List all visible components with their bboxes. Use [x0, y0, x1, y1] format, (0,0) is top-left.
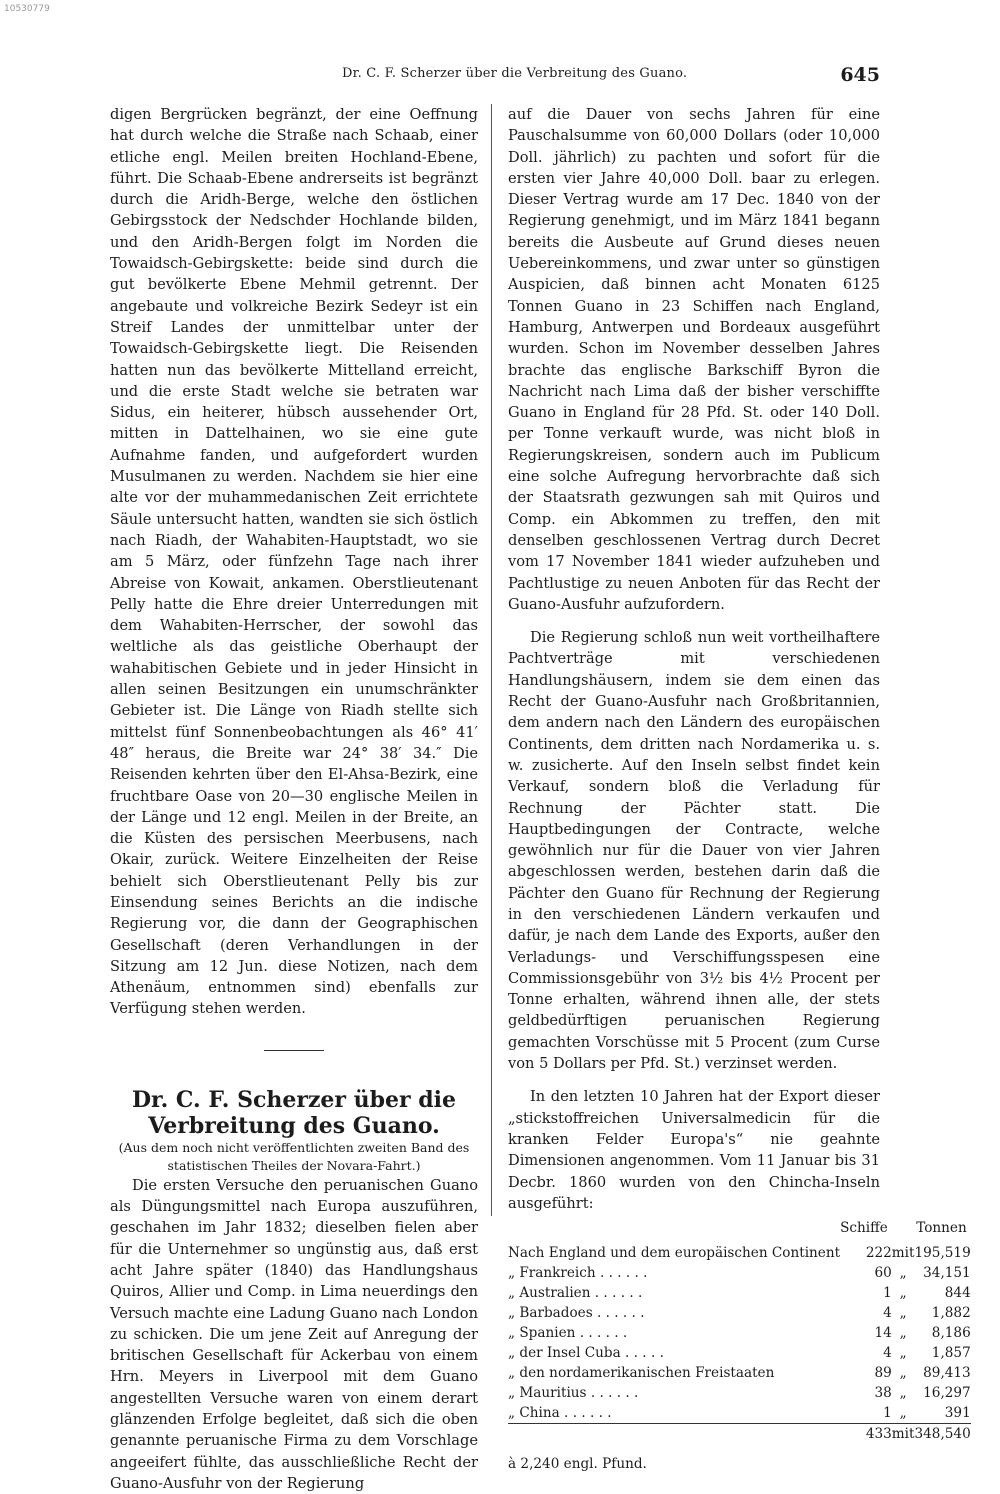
table-row: [508, 1383, 971, 1403]
table-cell-ships: 89: [874, 1365, 892, 1382]
column-divider: [491, 104, 492, 1216]
table-cell-separator: „: [899, 1365, 907, 1382]
table-cell-ships: 38: [874, 1385, 892, 1402]
body-paragraph: Die Regierung schloß nun weit vortheilhaftere Pachtverträge mit verschiedenen Handlungshäusern, indem sie dem einen das Recht der Guano-Ausfuhr nach Großbritannien, dem andern nach den Ländern des europäischen Continents, dem dritten nach Nordamerika u. s. w. zusicherte. Auf den Inseln selbst findet kein Verkauf, sondern bloß die Verladung für Rechnung der Pächter statt. Die Hauptbedingungen der Contracte, welche gewöhnlich nur für die Dauer von vier Jahren abgeschlossen werden, bestehen darin daß die Pächter den Guano für Rechnung der Regierung in den verschiedenen Ländern verkaufen und dafür, je nach dem Lande des Exports, außer den Verladungs- und Verschiffungsspesen eine Commissionsgebühr von 3½ bis 4½ Procent per Tonne erhalten, während ihnen alle, der stets geldbedürftigen peruanischen Regierung gemachten Vorschüsse mit 5 Procent (zum Curse von 5 Dollars per Pfd. St.) verzinset werden.: [508, 629, 880, 1073]
table-row: [508, 1263, 971, 1283]
table-cell-ships: 4: [883, 1345, 892, 1362]
table-cell-ships: 4: [883, 1305, 892, 1322]
body-paragraph: Die ersten Versuche den peruanischen Guano als Düngungsmittel nach Europa auszuführen, geschahen im Jahr 1832; dieselben fielen aber für die Unternehmer so ungünstig aus, daß erst acht Jahre später (1840) das Handlungshaus Quiros, Allier und Comp. in Lima neuerdings den Versuch machte eine Ladung Guano nach London zu schicken. Die um jene Zeit auf Anregung der britischen Gesellschaft für Ackerbau von einem Hrn. Meyers in Liverpool mit dem Guano angestellten Versuche waren von einem derart glänzenden Erfolge begleitet, daß sich die oben genannte peruanische Firma zu dem Vorschlage angeeifert fühlte, das ausschließliche Recht der Guano-Ausfuhr von der Regierung: [110, 1176, 478, 1492]
table-cell-destination: „ Mauritius . . . . . .: [508, 1385, 639, 1402]
running-head: [110, 64, 880, 88]
table-row: [508, 1323, 971, 1343]
table-cell-ships: 222: [865, 1245, 892, 1262]
table-total-row: [508, 1424, 971, 1445]
table-row: [508, 1403, 971, 1424]
table-cell-destination: „ Spanien . . . . . .: [508, 1325, 628, 1342]
column-header-ships: Schiffe: [840, 1220, 888, 1237]
right-column: [508, 104, 971, 1476]
table-cell-ships: 1: [883, 1285, 892, 1302]
article-subtitle: (Aus dem noch nicht veröffentlichten zweiten Band des statistischen Theiles der Novara-Fahrt.): [118, 1139, 470, 1173]
body-paragraph: digen Bergrücken begränzt, der eine Oeffnung hat durch welche die Straße nach Schaab, einer etliche engl. Meilen breiten Hochland-Ebene, führt. Die Schaab-Ebene andrerseits ist begränzt durch die Aridh-Berge, welche den östlichen Gebirgsstock der Nedschder Hochlande bilden, und den Aridh-Bergen folgt im Norden die Towaidsch-Gebirgskette: beide sind durch die gut bevölkerte Ebene Mehmil getrennt. Der angebaute und volkreiche Bezirk Sedeyr ist ein Streif Landes der unmittelbar unter der Towaidsch-Gebirgskette liegt. Die Reisenden hatten nun das bevölkerte Mittelland erreicht, und die erste Stadt welche sie betraten war Sidus, ein heiterer, hübsch aussehender Ort, mitten in Dattelhainen, wo sie eine gute Aufnahme fanden, und aufgefordert wurden Musulmanen zu werden. Nachdem sie hier eine alte vor der muhammedanischen Zeit errichtete Säule untersucht hatten, wandten sie sich östlich nach Riadh, der Wahabiten-Hauptstadt, wo sie am 5 März, oder fünfzehn Tage nach ihrer Abreise von Kowait, ankamen. Oberstlieutenant Pelly hatte die Ehre dreier Unterredungen mit dem Wahabiten-Herrscher, der sowohl das weltliche als das geistliche Oberhaupt der wahabitischen Gebiete und in jeder Hinsicht in allen seinen Besitzungen ein unumschränkter Gebieter ist. Die Länge von Riadh stellte sich mittelst fünf Sonnenbeobachtungen als 46° 41′ 48″ heraus, die Breite war 24° 38′ 34.″ Die Reisenden kehrten über den El-Ahsa-Bezirk, eine fruchtbare Oase von 20—30 englische Meilen in der Länge und 12 engl. Meilen in der Breite, an die Küsten des persischen Meerbusens, nach Okair, zurück. Weitere Einzelheiten der Reise behielt sich Oberstlieutenant Pelly bis zur Einsendung seines Berichts an die indische Regierung vor, die dann der Geographischen Gesellschaft (deren Verhandlungen in der Sitzung am 12 Jun. diese Notizen, nach dem Athenäum, entnommen sind) ebenfalls zur Verfügung stehen werden.: [110, 106, 478, 1018]
total-separator: mit: [892, 1424, 915, 1445]
table-cell-destination: „ Frankreich . . . . . .: [508, 1265, 648, 1282]
total-tons: 348,540: [915, 1424, 971, 1445]
export-table: [508, 1218, 971, 1444]
table-cell-tons: 1,882: [931, 1305, 971, 1322]
table-cell-tons: 195,519: [914, 1245, 971, 1262]
table-cell-separator: „: [899, 1285, 907, 1302]
table-row: [508, 1283, 971, 1303]
table-cell-tons: 89,413: [923, 1365, 971, 1382]
table-cell-separator: „: [899, 1405, 907, 1422]
table-cell-separator: „: [899, 1345, 907, 1362]
table-cell-destination: „ Australien . . . . . .: [508, 1285, 643, 1302]
running-title: Dr. C. F. Scherzer über die Verbreitung des Guano.: [342, 66, 688, 81]
table-cell-ships: 14: [874, 1325, 892, 1342]
table-cell-separator: „: [899, 1385, 907, 1402]
table-row: [508, 1363, 971, 1383]
table-cell-separator: „: [899, 1265, 907, 1282]
table-cell-tons: 1,857: [931, 1345, 971, 1362]
table-cell-destination: „ China . . . . . .: [508, 1405, 612, 1422]
table-cell-separator: „: [899, 1325, 907, 1342]
column-header-tons: Tonnen: [916, 1220, 967, 1237]
table-row: [508, 1343, 971, 1363]
table-header-row: [508, 1218, 971, 1243]
table-cell-destination: „ Barbadoes . . . . . .: [508, 1305, 645, 1322]
table-cell-separator: mit: [891, 1245, 915, 1262]
page-id: 10530779: [4, 4, 50, 14]
table-cell-ships: 60: [874, 1265, 892, 1282]
table-cell-separator: „: [899, 1305, 907, 1322]
table-cell-destination: „ den nordamerikanischen Freistaaten: [508, 1365, 775, 1382]
table-footnote: à 2,240 engl. Pfund.: [508, 1456, 647, 1473]
table-cell-tons: 34,151: [923, 1265, 971, 1282]
table-cell-destination: Nach England und dem europäischen Continent: [508, 1245, 841, 1262]
body-paragraph: In den letzten 10 Jahren hat der Export dieser „stickstoffreichen Universalmedicin für die kranken Felder Europa's“ nie geahnte Dimensionen angenommen. Vom 11 Januar bis 31 Decbr. 1860 wurden von den Chincha-Inseln ausgeführt:: [508, 1088, 880, 1212]
section-divider: [264, 1050, 324, 1051]
table-cell-ships: 1: [883, 1405, 892, 1422]
body-paragraph: auf die Dauer von sechs Jahren für eine Pauschalsumme von 60,000 Dollars (oder 10,000 Doll. jährlich) zu pachten und sofort für die ersten vier Jahre 40,000 Doll. baar zu erlegen. Dieser Vertrag wurde am 17 Dec. 1840 von der Regierung genehmigt, und im März 1841 begann bereits die Ausbeute auf Grund dieses neuen Uebereinkommens, und zwar unter so günstigen Auspicien, daß binnen acht Monaten 6125 Tonnen Guano in 23 Schiffen nach England, Hamburg, Antwerpen und Bordeaux ausgeführt wurden. Schon im November desselben Jahres brachte das englische Barkschiff Byron die Nachricht nach Lima daß der bisher verschiffte Guano in England für 28 Pfd. St. oder 140 Doll. per Tonne verkauft wurde, was nicht bloß in Regierungskreisen, sondern auch im Publicum eine solche Aufregung hervorbrachte daß sich der Staatsrath gezwungen sah mit Quiros und Comp. ein Abkommen zu treffen, den mit denselben geschlossenen Vertrag durch Decret vom 17 November 1841 wieder aufzuheben und Pachtlustige zu neuen Anboten für das Recht der Guano-Ausfuhr aufzufordern.: [508, 106, 880, 613]
table-cell-tons: 16,297: [923, 1385, 971, 1402]
table-row: [508, 1303, 971, 1323]
left-column: [110, 104, 478, 1494]
table-cell-destination: „ der Insel Cuba . . . . .: [508, 1345, 664, 1362]
table-cell-tons: 8,186: [931, 1325, 971, 1342]
article-title: Dr. C. F. Scherzer über die Verbreitung des Guano.: [131, 1086, 457, 1139]
table-cell-tons: 391: [944, 1405, 971, 1422]
page-number: 645: [840, 64, 880, 86]
table-row: [508, 1243, 971, 1263]
total-ships: 433: [840, 1424, 892, 1445]
table-cell-tons: 844: [944, 1285, 971, 1302]
